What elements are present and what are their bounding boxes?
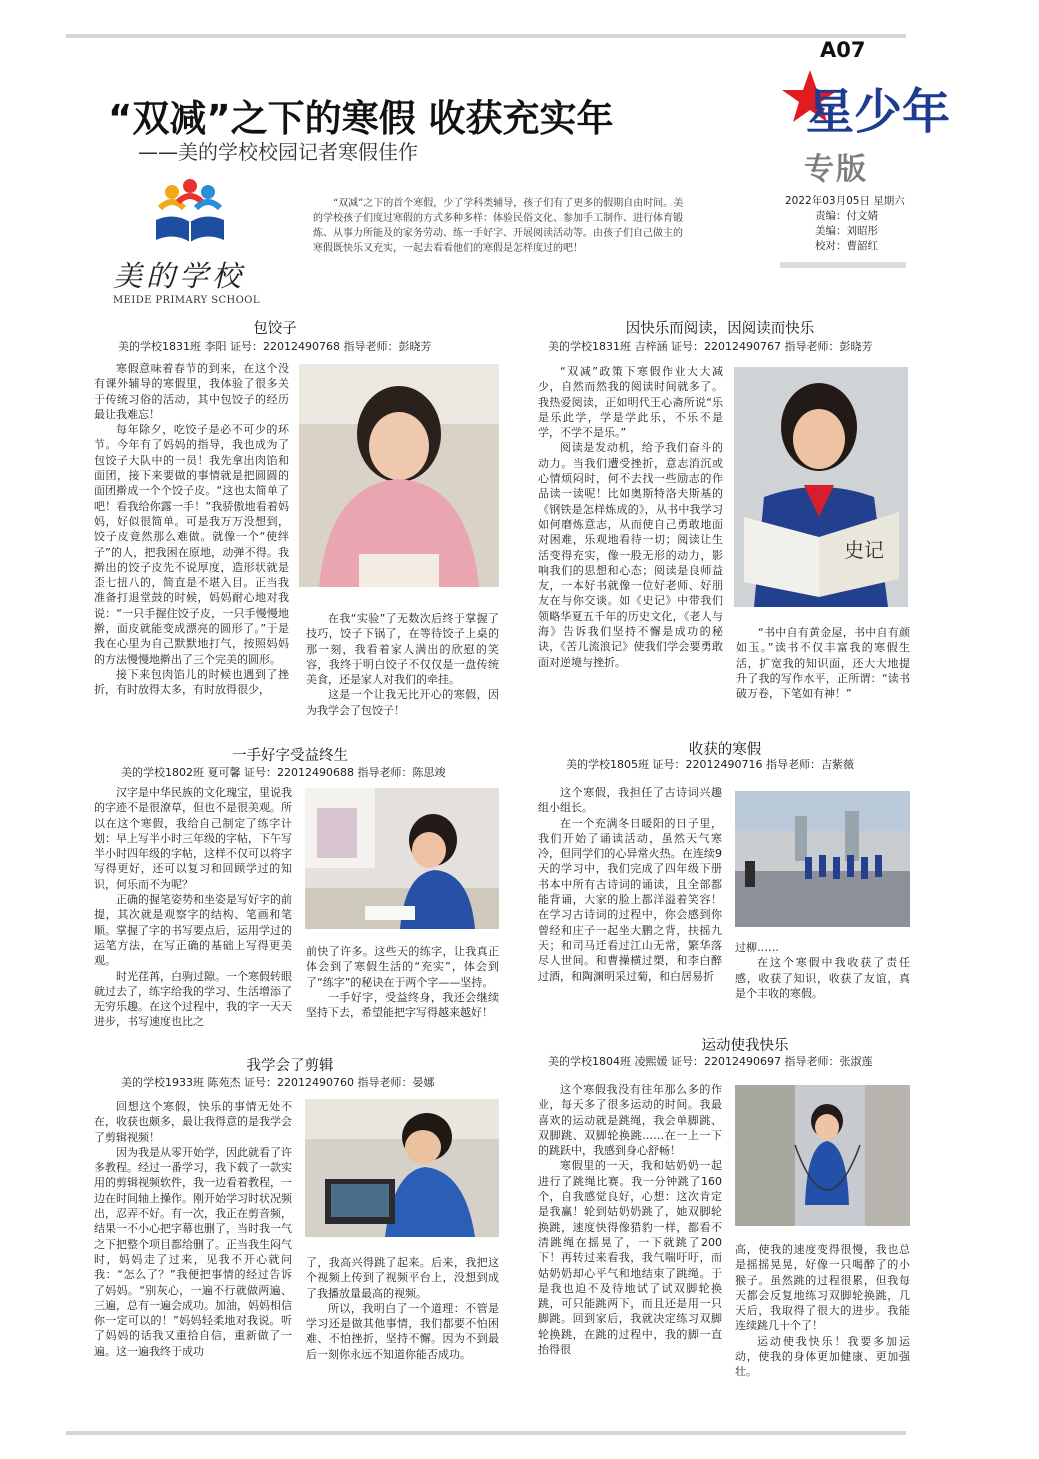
editor: 责编：付文婧 — [815, 210, 878, 222]
paragraph: 在一个充满冬日暖阳的日子里，我们开始了诵读活动，虽然天气寒冷，但同学们的心异常火热。在连续9天的学习中，我们完成了四年级下册书本中所有古诗词的诵读，且全部都能背诵，大家的脸上都洋溢着笑容！在学习古诗词的过程中，你会感到你曾经和庄子一起坐大鹏之背，扶摇九天；和司马迁看过江山无常，繁华落尽人世间。和曹操横过槊，和李白醉过酒，和陶渊明采过菊，和白居易折 — [538, 816, 722, 983]
article-byline: 美的学校1804班 凌熙媛 证号：22012490697 指导老师：张淑莲 — [548, 1055, 873, 1068]
article-body-col2 — [306, 611, 499, 729]
sub-title: ——美的学校校园记者寒假佳作 — [138, 140, 418, 164]
top-rule — [66, 34, 906, 38]
designer: 美编：刘昭彤 — [815, 225, 878, 237]
article-body-col1 — [538, 1082, 722, 1412]
proofreader: 校对：曹韶红 — [815, 240, 878, 252]
article-body-col1 — [94, 785, 292, 1037]
article-byline: 美的学校1805班 证号：22012490716 指导老师：吉紫薇 — [566, 758, 854, 771]
paragraph: 寒假里的一天，我和姑奶奶一起进行了跳绳比赛。我一分钟跳了160个，自我感觉良好，心想：这次肯定是我赢！轮到姑奶奶跳了，她双脚轮换跳，速度快得像猎豹一样，都看不清跳绳在摇晃了，一下就跳了200下！再转过来看我，我气喘吁吁，而姑奶奶却心平气和地结束了跳绳。于是我也迫不及待地试了试双脚轮换跳，可只能跳两下，而且还是用一只脚跳。回到家后，我就决定练习双脚轮换跳，在跳的过程中，我的脚一直抬得很 — [538, 1159, 722, 1357]
paragraph: 高，使我的速度变得很慢，我也总是摇摇晃晃，好像一只喝醉了的小猴子。虽然跳的过程很累，但我每天都会反复地练习双脚轮换跳，几天后，我取得了很大的进步。我能连续跳几十个了！ — [735, 1243, 910, 1333]
paragraph: 时光荏苒，白驹过隙。一个寒假转眼就过去了，练字给我的学习、生活增添了无穷乐趣。在这个过程中，我的字一天天进步，书写速度也比之 — [94, 969, 292, 1029]
paragraph: 前快了许多。这些天的练字，让我真正体会到了寒假生活的“充实”，体会到了“练字”的秘诀在于两个字——坚持。 — [306, 945, 499, 989]
article-body-col1 — [538, 364, 723, 669]
article-byline: 美的学校1933班 陈苑杰 证号：22012490760 指导老师：晏娜 — [121, 1076, 435, 1089]
paragraph: 在这个寒假中我收获了责任感，收获了知识，收获了友谊，真是个丰收的寒假。 — [735, 956, 910, 1000]
brand-sub: 专版 — [804, 152, 868, 187]
photo-girl-reading — [734, 367, 908, 607]
article-byline: 美的学校1802班 夏可馨 证号：22012490688 指导老师：陈思竣 — [121, 766, 446, 779]
article-byline: 美的学校1831班 李阳 证号：22012490768 指导老师：彭晓芳 — [118, 340, 432, 353]
paragraph: “双减”政策下寒假作业大大减少，自然而然我的阅读时间就多了。我热爱阅读，正如明代王心斋所说“乐是乐此学，学是学此乐，不乐不是学，不学不是乐。” — [538, 365, 723, 440]
photo-group-reciting — [735, 791, 910, 927]
photo-boy-editing — [305, 1099, 499, 1237]
paragraph: 接下来包肉馅儿的时候也遇到了挫折，有时放得太多，有时放得很少， — [94, 667, 289, 697]
article-byline: 美的学校1831班 吉梓涵 证号：22012490767 指导老师：彭晓芳 — [548, 340, 873, 353]
paragraph: “书中自有黄金屋，书中自有颜如玉。”读书不仅丰富我的寒假生活，扩宽我的知识面，还大大地提升了我的写作水平，正所谓：“读书破万卷，下笔如有神！” — [736, 626, 910, 701]
article-title: 运动使我快乐 — [701, 1038, 789, 1054]
article-body-col1 — [94, 361, 289, 727]
paragraph: 了，我高兴得跳了起来。后来，我把这个视频上传到了视频平台上，没想到成了我播放量最高的视频。 — [306, 1256, 499, 1300]
paragraph: 这个寒假，我担任了古诗词兴趣组小组长。 — [538, 786, 722, 815]
paragraph: 在我“实验”了无数次后终于掌握了技巧，饺子下锅了，在等待饺子上桌的那一刻，我看着家人满出的欣慰的笑容，我终于明白饺子不仅仅是一盘传统美食，还是家人对我们的牵挂。 — [306, 612, 499, 687]
info-rule — [780, 262, 906, 268]
article-title: 收获的寒假 — [688, 742, 762, 758]
article-body-col2 — [306, 944, 499, 1036]
article-body-col2 — [735, 940, 910, 1035]
paragraph: 回想这个寒假，快乐的事情无处不在，收获也颇多，最让我得意的是我学会了剪辑视频！ — [94, 1100, 292, 1144]
article-body-col2 — [306, 1255, 499, 1410]
paragraph: 这个寒假我没有往年那么多的作业，每天多了很多运动的时间。我最喜欢的运动就是跳绳，我会单脚跳、双脚跳、双脚轮换跳……在一上一下的跳跃中，我感到身心舒畅！ — [538, 1083, 722, 1158]
article-title: 包饺子 — [253, 321, 297, 337]
page-number: A07 — [820, 38, 866, 62]
school-name-en: MEIDE PRIMARY SCHOOL — [113, 295, 260, 306]
photo-girl-dumplings — [299, 364, 499, 587]
paragraph: 因为我是从零开始学，因此就看了许多教程。经过一番学习，我下载了一款实用的剪辑视频软件，我一边看着教程，一边在时间轴上操作。刚开始学习时状况频出，忍弄不好。有一次，我正在剪音频，结果一不小心把字幕也删了，当时我一气之下把整个项目都给删了。正当我生闷气时，妈妈走了过来，见我不开心就问我：“怎么了？”我便把事情的经过告诉了妈妈。“别灰心，一遍不行就做两遍、三遍，总有一遍会成功。加油，妈妈相信你一定可以的！”妈妈轻柔地对我说。听了妈妈的话我又重拾自信，重新做了一遍。这一遍我终于成功 — [94, 1145, 292, 1358]
paragraph: 寒假意味着春节的到来，在这个没有课外辅导的寒假里，我体验了很多关于传统习俗的活动，其中包饺子的经历最让我难忘！ — [94, 362, 289, 421]
article-body-col2 — [736, 625, 910, 719]
page-info — [785, 194, 907, 254]
main-title: “双减”之下的寒假 收获充实年 — [108, 97, 614, 140]
school-emblem-icon — [150, 178, 230, 248]
paragraph: 所以，我明白了一个道理：不管是学习还是做其他事情，我们都要不怕困难、不怕挫折，坚持不懈。因为不到最后一刻你永远不知道你能否成功。 — [306, 1301, 499, 1361]
bottom-rule — [66, 1431, 906, 1435]
date-line: 2022年03月05日 星期六 — [785, 195, 905, 207]
article-title: 我学会了剪辑 — [246, 1058, 334, 1074]
paragraph: 每年除夕，吃饺子是必不可少的环节。今年有了妈妈的指导，我也成为了包饺子大队中的一员！我先拿出肉馅和面团，接下来要做的事情就是把圆圆的面团擀成一个个饺子皮。“这也太简单了吧！看我给你露一手！”我骄傲地看着妈妈，好似很简单。可是我万万没想到，饺子皮竟然那么难做。就像一个“使绊子”的人，把我困在原地，动弹不得。我擀出的饺子皮先不说厚度，造形状就是歪七扭八的，简直是不堪入目。正当我准备打退堂鼓的时候，妈妈耐心地对我说：“一只手握住饺子皮，一只手慢慢地擀，面皮就能变成漂亮的圆形了。”于是我在心里为自己默默地打气，按照妈妈的方法慢慢地擀出了三个完美的圆形。 — [94, 423, 289, 666]
brand-name: 星少年 — [806, 84, 951, 140]
article-title: 因快乐而阅读，因阅读而快乐 — [625, 321, 815, 337]
article-title: 一手好字受益终生 — [232, 748, 348, 764]
paragraph: 一手好字，受益终身，我还会继续坚持下去，希望能把字写得越来越好！ — [306, 990, 499, 1020]
brand-logo — [780, 62, 951, 152]
photo-girl-jumping-rope — [735, 1085, 910, 1226]
paragraph: 阅读是发动机，给予我们奋斗的动力。当我们遭受挫折，意志消沉或心情烦闷时，何不去找一些励志的作品读一读呢！比如奥斯特洛夫斯基的《钢铁是怎样炼成的》，从书中我学习如何磨炼意志，从而使自己勇敢地面对困难，乐观地看待一切；阅读让生活变得充实，像一股无形的动力，影响我们的思想和心态；阅读是良师益友，一本好书就像一位好老师、好朋友在与你交谈。如《史记》中带我们领略华夏五千年的历史文化，《老人与海》告诉我们坚持不懈是成功的秘诀，《苦儿流浪记》使我们学会要勇敢面对逆境与挫折。 — [538, 441, 723, 669]
paragraph: 运动使我快乐！我要多加运动，使我的身体更加健康、更加强壮。 — [735, 1334, 910, 1379]
article-body-col1 — [538, 785, 722, 1034]
paragraph: 汉字是中华民族的文化瑰宝，里说我的字迹不是很潦草，但也不是很美观。所以在这个寒假，我给自己制定了练字计划：早上写半小时三年级的字帖，下午写半小时四年级的字帖，这样不仅可以将字写得更好，还可以复习和回顾学过的知识，何乐而不为呢？ — [94, 786, 292, 891]
article-body-col1 — [94, 1099, 292, 1409]
svg-text:史记: 史记 — [844, 538, 884, 562]
paragraph: 这是一个让我无比开心的寒假，因为我学会了包饺子！ — [306, 688, 499, 717]
school-name-cn: 美的学校 — [113, 259, 246, 293]
paragraph: 正确的握笔姿势和坐姿是写好字的前提，其次就是观察字的结构、笔画和笔顺。掌握了字的书写要点后，运用学过的运笔方法，在写正确的基础上写得更美观。 — [94, 893, 292, 968]
photo-girl-writing — [305, 788, 499, 929]
paragraph: 过柳…… — [735, 941, 779, 954]
article-body-col2 — [735, 1242, 910, 1410]
intro-paragraph: “双减”之下的首个寒假，少了学科类辅导，孩子们有了更多的假期自由时间。美的学校孩子们度过寒假的方式多种多样：体验民俗文化、参加手工制作、进行体育锻炼、从事力所能及的家务劳动、练一手好字、开展阅读活动等。由孩子们自己做主的寒假既快乐又充实，一起去看看他们的寒假是怎样度过的吧！ — [313, 198, 684, 254]
